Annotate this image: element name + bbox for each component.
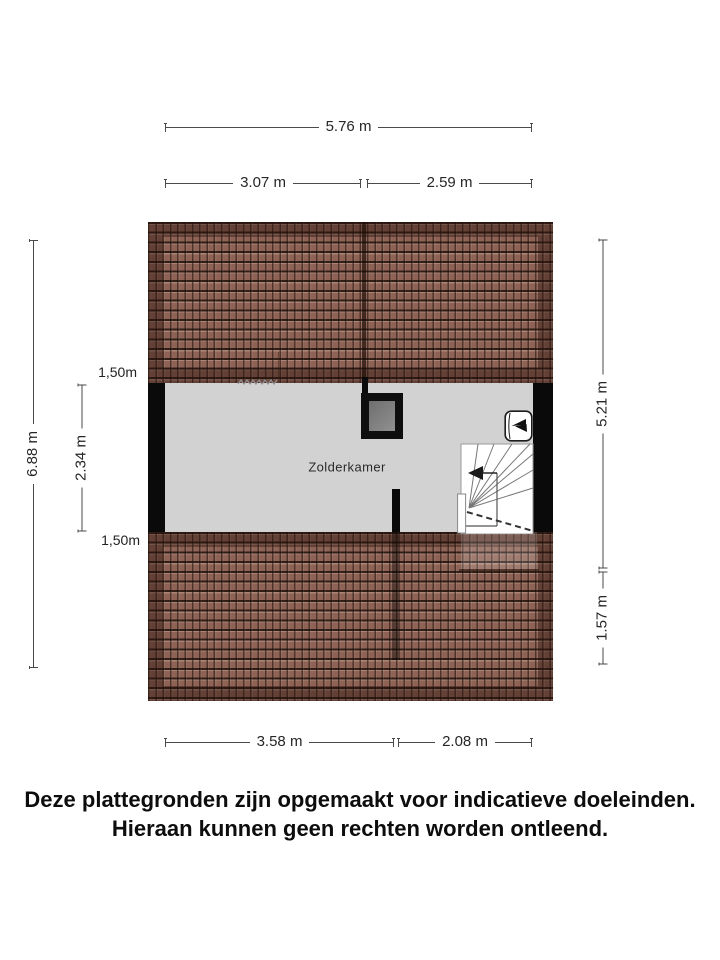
dimension-tick — [531, 179, 532, 188]
knee-wall-height-label-top: 1,50m — [98, 364, 137, 380]
wall-under-roof-overlay — [392, 532, 400, 660]
dimension-tick — [398, 738, 399, 747]
dimension-label: 1.57 m — [593, 595, 611, 641]
dimension-top-right — [367, 173, 532, 193]
dimension-tick — [367, 179, 368, 188]
staircase — [457, 442, 537, 534]
dimension-tick — [598, 664, 607, 665]
dimension-label: 2.59 m — [426, 174, 473, 191]
dimension-label: 5.21 m — [593, 381, 611, 427]
chimney — [361, 393, 403, 439]
dimension-tick — [165, 179, 166, 188]
roof-detail-line — [278, 352, 279, 383]
dimension-tick — [531, 123, 532, 132]
disclaimer-text — [0, 785, 720, 843]
dimension-left-room — [72, 385, 92, 532]
headroom-height-line — [459, 569, 539, 571]
wall-left — [148, 383, 165, 532]
dimension-tick — [165, 738, 166, 747]
dimension-tick — [598, 568, 607, 569]
dimension-label: 3.58 m — [256, 733, 303, 750]
dimension-right-upper — [593, 240, 613, 569]
dimension-tick — [29, 240, 38, 241]
wall-stub — [392, 489, 400, 532]
disclaimer-line-1: Deze plattegronden zijn opgemaakt voor indicatieve doeleinden. — [24, 787, 696, 812]
room-name-label: Zolderkamer — [308, 459, 386, 475]
dimension-bottom-left — [165, 732, 394, 752]
roof-ridge-line — [362, 222, 366, 383]
dimension-tick — [29, 667, 38, 668]
dimension-tick — [598, 571, 607, 572]
dimension-tick — [531, 738, 532, 747]
ventilation-fan-icon — [504, 410, 533, 442]
dimension-label: 6.88 m — [24, 431, 41, 477]
zigzag-hatch-icon — [238, 378, 278, 386]
dimension-tick — [165, 123, 166, 132]
dimension-tick — [360, 179, 361, 188]
dimension-right-lower — [593, 572, 613, 665]
roof-surface-top — [148, 222, 553, 383]
disclaimer-line-2: Hieraan kunnen geen rechten worden ontleend. — [111, 816, 609, 841]
dimension-top-total — [165, 117, 532, 137]
stairwell-under-roof-overlay — [461, 532, 537, 569]
knee-wall-height-label-bottom: 1,50m — [101, 532, 140, 548]
dimension-label: 5.76 m — [325, 118, 372, 135]
floorplan-drawing — [148, 222, 553, 701]
dimension-label: 2.34 m — [72, 435, 90, 481]
dimension-label: 3.07 m — [240, 174, 286, 191]
dimension-top-left — [165, 173, 361, 193]
dimension-tick — [77, 384, 86, 385]
stair-side-wall — [458, 494, 466, 533]
dimension-tick — [598, 239, 607, 240]
dimension-left-total — [23, 240, 43, 668]
dimension-bottom-right — [398, 732, 532, 752]
dimension-label: 2.08 m — [442, 733, 488, 750]
dimension-tick — [393, 738, 394, 747]
